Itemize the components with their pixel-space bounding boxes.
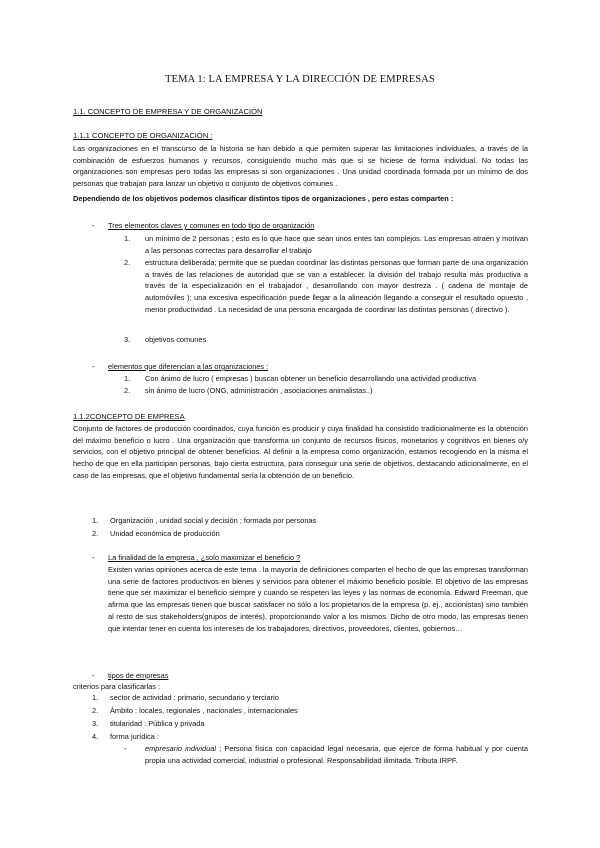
list-item: forma jurídica :: [110, 732, 159, 741]
finalidad-paragraph: Existen varias opiniones acerca de este tema . la mayoría de definiciones comparten el hecho de que las empresas transforman una serie de factores productivos en bienes y servicios para obtener el máximo beneficio posible. El objetivo de las empresas tiene que ser maximizar el beneficio siempre y cuando se respeten las leyes y las normas de economía. Edward Freeman, que afirma que las empresas tienen que buscar satisfacer no sólo a los propietarios de la empresa (p. ej., accionistas) sino también al resto de sus stakeholders(grupos de interés), proporcionando valor a los mismos. Dicho de otro modo, las empresas tienen que intentar tener en cuenta los intereses de los trabajadores, directivos, proveedores, clientes, gobiernos…: [108, 565, 528, 633]
finalidad-heading: La finalidad de la empresa , ¿solo maximizar el beneficio ?: [108, 553, 301, 562]
empresario-individual-item: [145, 743, 528, 766]
dash-bullet: -: [92, 671, 95, 680]
list-item: estructura deliberada; permite que se puedan coordinar las distintas personas que forman parte de una organización a través de las relaciones de autoridad que se van a establecer. la división del trabajo resulta más productiva a través de la especialización en el trabajador , desarrollando con mayor destreza . ( cadena de montaje de automóviles ); una excesiva especificación puede llegar a la alineación llegando a conseguir el resultado opuesto , menor productividad . La necesidad de una persona encargada de coordinar las distintas personas ( directivo ).: [145, 258, 528, 314]
list-item: Organización , unidad social y decisión ; formada por personas: [110, 516, 317, 525]
list-number: 1.: [124, 374, 131, 383]
tipos-heading: tipos de empresas: [108, 671, 169, 680]
list-number: 1.: [92, 693, 99, 702]
section-heading-1-1-2: 1.1.2CONCEPTO DE EMPRESA: [73, 412, 185, 421]
dash-bullet: -: [124, 744, 127, 753]
list-item: sector de actividad : primario, secundario y terciario: [110, 693, 279, 702]
list-number: 2.: [92, 706, 99, 715]
organization-paragraph-bold: Dependiendo de los objetivos podemos clasificar distintos tipos de organizaciones , pero estas comparten :: [73, 194, 454, 203]
list-item: sin ánimo de lucro (ONG, administración , asociaciones animalistas..): [145, 386, 373, 395]
list-number: 2.: [124, 386, 131, 395]
list-item: Con ánimo de lucro ( empresas ) buscan obtener un beneficio desarrollando una actividad productiva: [145, 374, 477, 383]
page-title: TEMA 1: LA EMPRESA Y LA DIRECCIÓN DE EMPRESAS: [165, 74, 435, 85]
dash-bullet: -: [92, 362, 95, 371]
list-number: 4.: [92, 732, 99, 741]
list-number: 1.: [124, 234, 131, 243]
empresario-individual-text: ; Persona física con capacidad legal necesaria, que ejerce de forma habitual y por cuenta propia una actividad comercial, industrial o profesional. Responsabilidad ilimitada. Tributa IRPF.: [145, 744, 529, 765]
criterios-label: criterios para clasificarlas :: [73, 682, 161, 691]
diferencian-heading: elementos que diferencian a las organizaciones :: [108, 362, 269, 371]
list-item: titularidad : Pública y privada: [110, 719, 205, 728]
section-heading-1-1: 1.1. CONCEPTO DE EMPRESA Y DE ORGANIZACIÓN: [73, 107, 263, 116]
empresa-paragraph: Conjunto de factores de producción coordinados, cuya función es producir y cuya finalidad ha consistido tradicionalmente es la obtención del máximo beneficio o lucro . Una organización que transforma un conjunto de recursos físicos, monetarios y cognitivos en bienes o/y servicios, con el objetivo principal de obtener beneficios. Al definir a la empresa como organización, estamos recogiendo en la misma el hecho de que en ella participan personas, bajo cierta estructura, para conseguir una serie de objetivos, destacando adicionalmente, en el caso de las empresas, que el objetivo fundamental sería la obtención de un beneficio.: [73, 424, 528, 480]
list-item: Unidad económica de producción: [110, 529, 220, 538]
list-number: 1.: [92, 516, 99, 525]
list-number: 3.: [124, 335, 131, 344]
list-item: un mínimo de 2 personas ; esto es lo que hace que sean unos entes tan complejos. Las empresas atraen y motivan a las personas correctas para desarrollar el trabajo: [145, 234, 528, 255]
list-number: 2.: [124, 258, 131, 267]
empresario-individual-term: empresario individual: [145, 744, 216, 753]
dash-bullet: -: [92, 553, 95, 562]
list-number: 3.: [92, 719, 99, 728]
list-item: Ámbito : locales, regionales , nacionales , internacionales: [110, 706, 298, 715]
list-item: objetivos comunes: [145, 335, 207, 344]
dash-bullet: -: [92, 221, 95, 230]
list-number: 2.: [92, 529, 99, 538]
organization-paragraph: Las organizaciones en el transcurso de la historia se han debido a que permiten superar las limitaciones individuales, a través de la combinación de esfuerzos humanos y recursos, consiguiendo mucho más que si se hiciese de forma individual. No todas las organizaciones son empresas pero todas las empresas si son organizaciones . Una unidad coordinada formada por un mínimo de dos personas que trabajan para lanzar un objetivo o conjunto de objetivos comunes .: [73, 144, 528, 189]
tres-elementos-heading: Tres elementos claves y comunes en todo tipo de organización: [108, 221, 315, 230]
section-heading-1-1-1: 1.1.1 CONCEPTO DE ORGANIZACIÓN :: [73, 131, 213, 140]
